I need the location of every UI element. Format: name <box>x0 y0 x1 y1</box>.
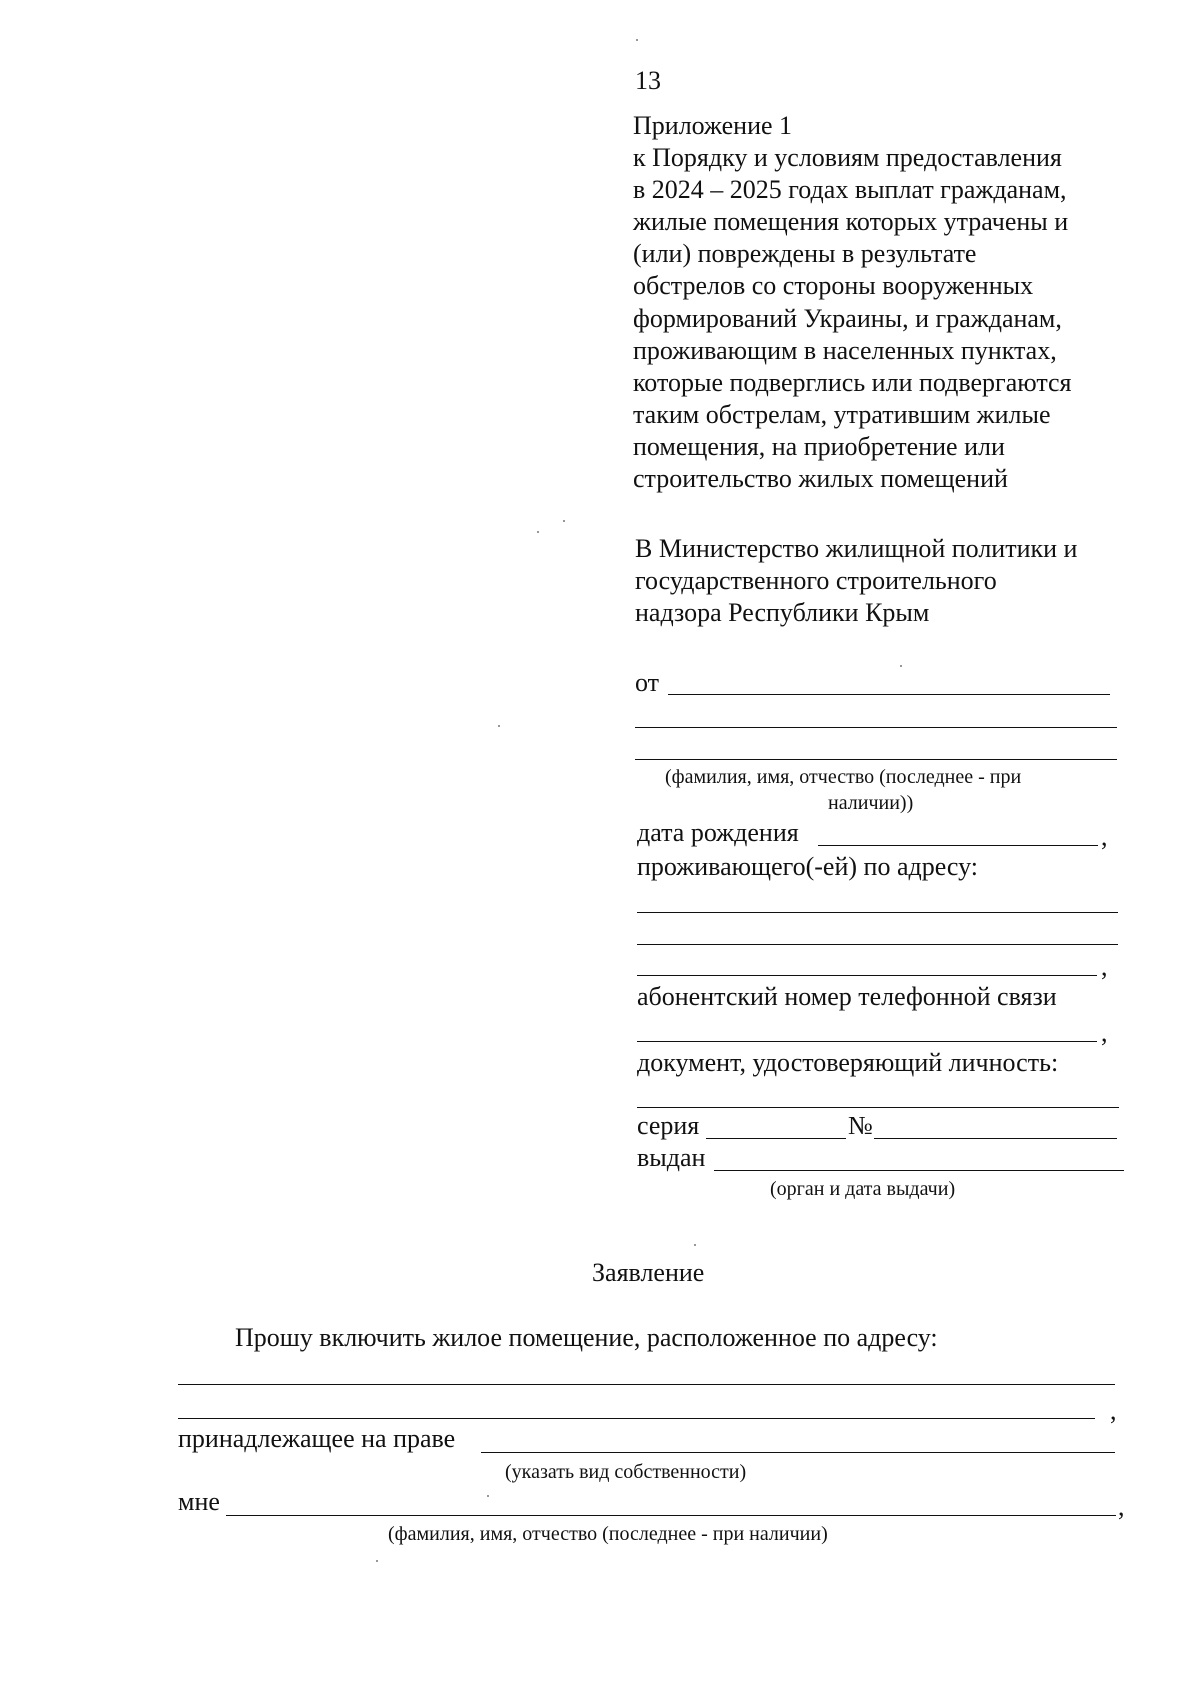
series-field[interactable] <box>706 1138 846 1139</box>
location-address-field-1[interactable] <box>178 1384 1115 1385</box>
me-label: мне <box>178 1487 220 1516</box>
location-address-field-2[interactable] <box>178 1418 1095 1419</box>
appendix-line: которые подверглись или подвергаются <box>633 367 1072 397</box>
comma: , <box>1101 1018 1108 1047</box>
ownership-field[interactable] <box>481 1452 1115 1453</box>
appendix-line: таким обстрелам, утратившим жилые <box>633 399 1051 429</box>
phone-field[interactable] <box>637 1041 1097 1042</box>
appendix-block <box>633 110 1072 495</box>
birth-date-field[interactable] <box>818 845 1098 846</box>
birth-date-label: дата рождения <box>637 818 799 847</box>
issued-field[interactable] <box>714 1170 1124 1171</box>
me-hint: (фамилия, имя, отчество (последнее - при наличии) <box>388 1523 828 1545</box>
appendix-line: (или) повреждены в результате <box>633 239 977 269</box>
fio-hint-line2: наличии)) <box>828 792 914 814</box>
appendix-line: Приложение 1 <box>633 111 793 140</box>
recipient-block <box>635 533 1077 629</box>
comma: , <box>1118 1492 1125 1521</box>
appendix-line: проживающим в населенных пунктах, <box>633 335 1057 365</box>
issued-hint: (орган и дата выдачи) <box>770 1178 956 1200</box>
scan-speck <box>900 665 902 667</box>
page-number: 13 <box>635 66 661 95</box>
id-document-label: документ, удостоверяющий личность: <box>637 1048 1059 1077</box>
address-field-1[interactable] <box>637 912 1118 913</box>
recipient-line: В Министерство жилищной политики и <box>635 534 1078 563</box>
appendix-line: жилые помещения которых утрачены и <box>633 207 1069 237</box>
number-label: № <box>848 1111 873 1140</box>
from-name-field-2[interactable] <box>635 727 1117 728</box>
scan-speck <box>487 1495 489 1497</box>
request-text: Прошу включить жилое помещение, расположенное по адресу: <box>235 1323 938 1352</box>
comma: , <box>1101 822 1108 851</box>
scan-speck <box>636 39 638 41</box>
scan-speck <box>498 725 500 727</box>
appendix-line: к Порядку и условиям предоставления <box>633 143 1062 173</box>
from-name-field[interactable] <box>668 694 1110 695</box>
recipient-line: надзора Республики Крым <box>635 598 930 627</box>
series-label: серия <box>637 1111 700 1140</box>
number-field[interactable] <box>874 1138 1117 1139</box>
ownership-hint: (указать вид собственности) <box>505 1461 747 1483</box>
fio-hint-line1: (фамилия, имя, отчество (последнее - при <box>665 766 1022 788</box>
comma: , <box>1110 1396 1117 1425</box>
scan-speck <box>563 520 565 522</box>
me-field[interactable] <box>226 1515 1116 1516</box>
id-document-field[interactable] <box>637 1107 1119 1108</box>
comma: , <box>1101 952 1108 981</box>
appendix-line: помещения, на приобретение или <box>633 431 1005 461</box>
from-name-field-3[interactable] <box>635 759 1117 760</box>
scan-speck <box>537 531 539 533</box>
scan-speck <box>694 1244 696 1246</box>
appendix-line: обстрелов со стороны вооруженных <box>633 271 1034 301</box>
recipient-line: государственного строительного <box>635 566 997 595</box>
address-field-2[interactable] <box>637 944 1118 945</box>
appendix-line: в 2024 – 2025 годах выплат гражданам, <box>633 175 1067 205</box>
address-field-3[interactable] <box>637 975 1097 976</box>
phone-label: абонентский номер телефонной связи <box>637 982 1057 1011</box>
scan-speck <box>376 1560 378 1562</box>
address-label: проживающего(-ей) по адресу: <box>637 852 978 881</box>
appendix-line: строительство жилых помещений <box>633 464 1008 494</box>
issued-label: выдан <box>637 1143 706 1172</box>
ownership-label: принадлежащее на праве <box>178 1424 456 1453</box>
appendix-line: формирований Украины, и гражданам, <box>633 303 1062 333</box>
statement-title: Заявление <box>592 1258 705 1287</box>
from-label: от <box>635 668 660 697</box>
